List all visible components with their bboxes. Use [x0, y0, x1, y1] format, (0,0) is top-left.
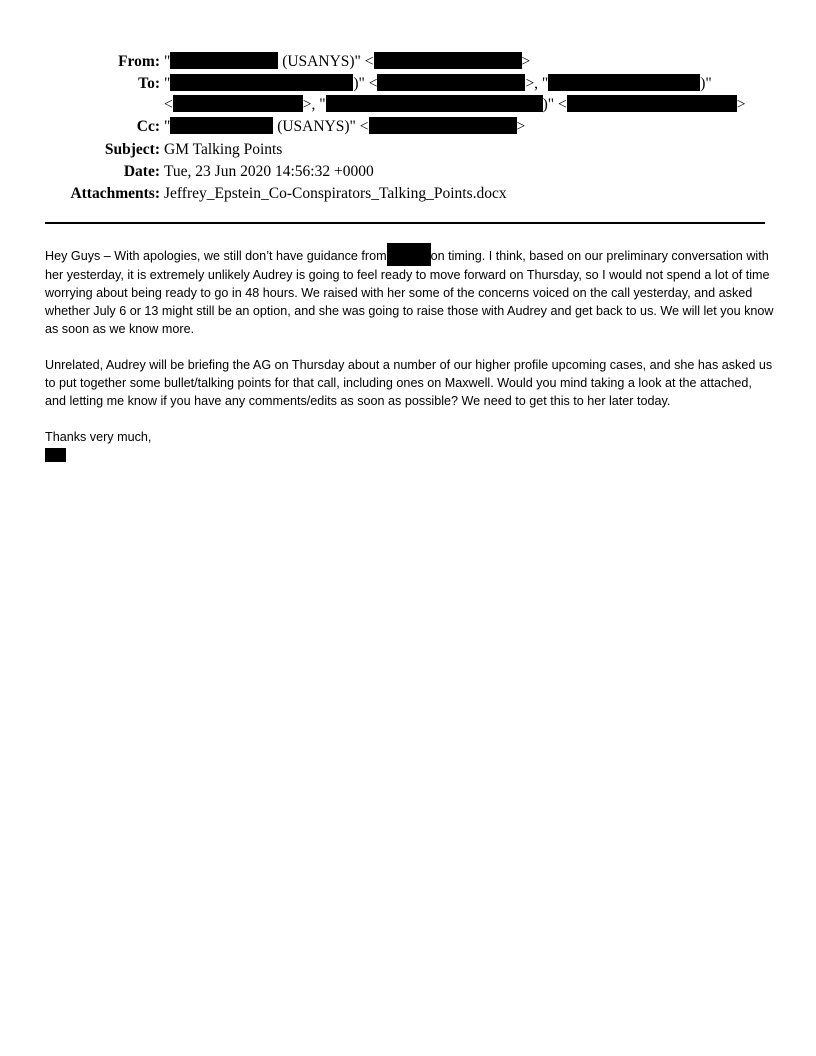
- to-label: To:: [138, 75, 160, 92]
- cc-label: Cc:: [136, 118, 160, 135]
- redaction-block: [326, 95, 543, 112]
- date-label: Date:: [123, 163, 160, 180]
- redaction-block: [548, 74, 700, 91]
- email-body: [45, 243, 775, 467]
- body-paragraph-1: Hey Guys – With apologies, we still don’t have guidance from on timing. I think, based on our preliminary conversation with her yesterday, it is extremely unlikely Audrey is going to feel ready to move forward on Thursday, so I would not spend a lot of time worrying about being ready to go in 48 hours. We raised with her some of the concerns voiced on the call yesterday, and asked whether July 6 or 13 might still be an option, and she was going to raise those with Audrey and get back to us. We will let you know as soon as we know more.: [45, 243, 775, 338]
- redaction-block: [377, 74, 525, 91]
- to-value-line1: " )" < >, " )": [164, 75, 712, 92]
- attachment-filename[interactable]: Jeffrey_Epstein_Co-Conspirators_Talking_Points.docx: [164, 185, 507, 202]
- from-value: " (USANYS)" < >: [164, 53, 531, 70]
- redaction-block: [567, 95, 737, 112]
- redaction-block: [170, 52, 278, 69]
- closing-line: Thanks very much,: [45, 430, 152, 444]
- redaction-block: [369, 117, 517, 134]
- date-value: Tue, 23 Jun 2020 14:56:32 +0000: [164, 163, 374, 180]
- attachments-label: Attachments:: [70, 185, 160, 202]
- cc-value: " (USANYS)" < >: [164, 118, 526, 135]
- redaction-block: [374, 52, 522, 69]
- to-row-continued: [0, 95, 816, 115]
- date-row: [0, 161, 816, 183]
- to-row: [0, 73, 816, 95]
- from-row: [0, 51, 816, 73]
- subject-row: [0, 139, 816, 161]
- subject-label: Subject:: [104, 141, 160, 158]
- body-paragraph-2: Unrelated, Audrey will be briefing the AG on Thursday about a number of our higher profile upcoming cases, and she has asked us to put together some bullet/talking points for that call, including ones on Maxwell. Would you mind taking a look at the attached, and letting me know if you have any comments/edits as soon as possible? We need to get this to her later today.: [45, 358, 773, 408]
- redaction-block: [387, 243, 431, 266]
- from-label: From:: [118, 53, 160, 70]
- attachments-row: [0, 183, 816, 205]
- redaction-block: [170, 74, 353, 91]
- header-divider: [45, 222, 765, 224]
- email-header: [0, 51, 816, 205]
- signature-redaction: [45, 448, 66, 462]
- redaction-block: [173, 95, 303, 112]
- to-value-line2: < >, " )" < >: [164, 96, 746, 113]
- subject-value: GM Talking Points: [164, 141, 283, 158]
- cc-row: [0, 115, 816, 139]
- redaction-block: [170, 117, 273, 134]
